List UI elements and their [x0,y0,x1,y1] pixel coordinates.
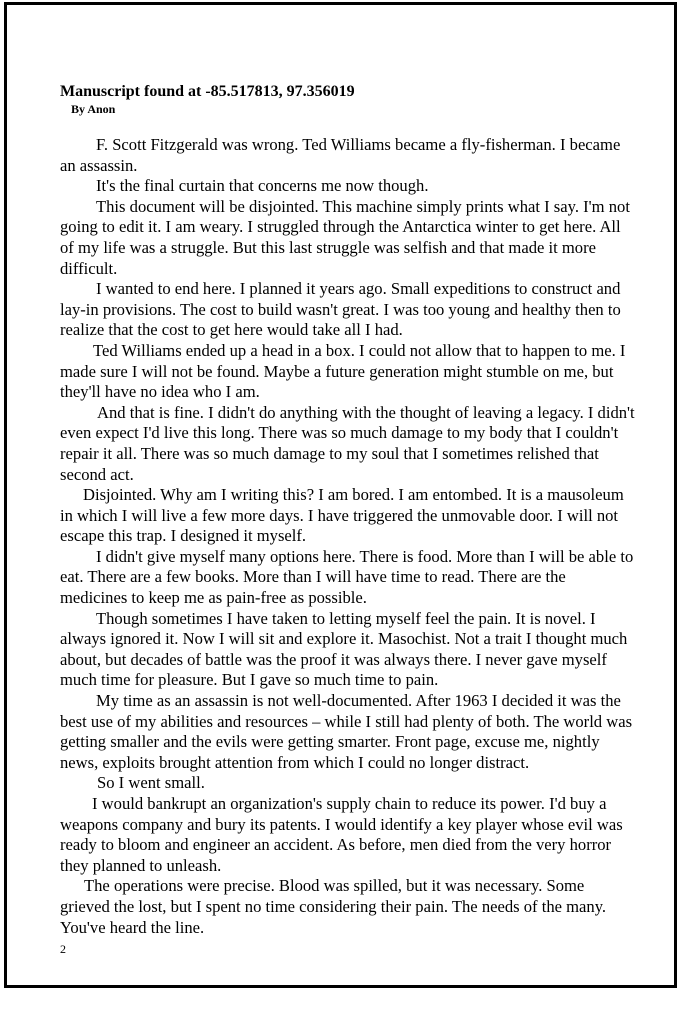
paragraph: My time as an assassin is not well-documented. After 1963 I decided it was the best use of my abilities and resources – while I still had plenty of both. The world was getting smaller and the evils were getting smarter. Front page, excuse me, nightly news, exploits brought attention from which I could no longer distract. [60,691,633,772]
author-byline: By Anon [71,102,116,116]
paragraph: Disjointed. Why am I writing this? I am bored. I am entombed. It is a mausoleum in which I will live a few more days. I have triggered the unmovable door. I will not escape this trap. I designed it myself. [60,485,624,546]
manuscript-title: Manuscript found at -85.517813, 97.356019 [60,83,355,100]
paragraph: Though sometimes I have taken to letting myself feel the pain. It is novel. I always ignored it. Now I will sit and explore it. Masochist. Not a trait I thought much about, but decades of battle was the proof it was always there. I never gave myself much time for pleasure. But I gave so much time to pain. [60,608,628,690]
manuscript-body [60,135,635,938]
paragraph: This document will be disjointed. This machine simply prints what I say. I'm not going to edit it. I am weary. I struggled through the Antarctica winter to get here. All of my life was a struggle. But this last struggle was selfish and that made it more difficult. [60,196,630,278]
paragraph: I would bankrupt an organization's supply chain to reduce its power. I'd buy a weapons company and bury its patents. I would identify a key player whose evil was ready to bloom and engineer an accident. As before, men died from the very horror they planned to unleash. [60,794,623,875]
page-number: 2 [60,942,66,956]
document-page [4,2,677,988]
paragraph: F. Scott Fitzgerald was wrong. Ted Williams became a fly-fisherman. I became an assassin. [60,135,621,175]
paragraph: It's the final curtain that concerns me now though. [96,176,429,196]
paragraph: And that is fine. I didn't do anything with the thought of leaving a legacy. I didn't even expect I'd live this long. There was so much damage to my body that I couldn't repair it all. There was so much damage to my soul that I sometimes relished that second act. [60,402,635,484]
paragraph: The operations were precise. Blood was spilled, but it was necessary. Some grieved the lost, but I spent no time considering their pain. The needs of the many. You've heard the line. [60,876,607,937]
paragraph: Ted Williams ended up a head in a box. I could not allow that to happen to me. I made sure I will not be found. Maybe a future generation might stumble on me, but they'll have no idea who I am. [60,340,626,402]
paragraph: I didn't give myself many options here. There is food. More than I will be able to eat. There are a few books. More than I will have time to read. There are the medicines to keep me as pain-free as possible. [60,546,634,608]
paragraph: I wanted to end here. I planned it years ago. Small expeditions to construct and lay-in provisions. The cost to build wasn't great. I was too young and healthy then to realize that the cost to get here would take all I had. [60,279,621,340]
paragraph: So I went small. [97,773,205,793]
